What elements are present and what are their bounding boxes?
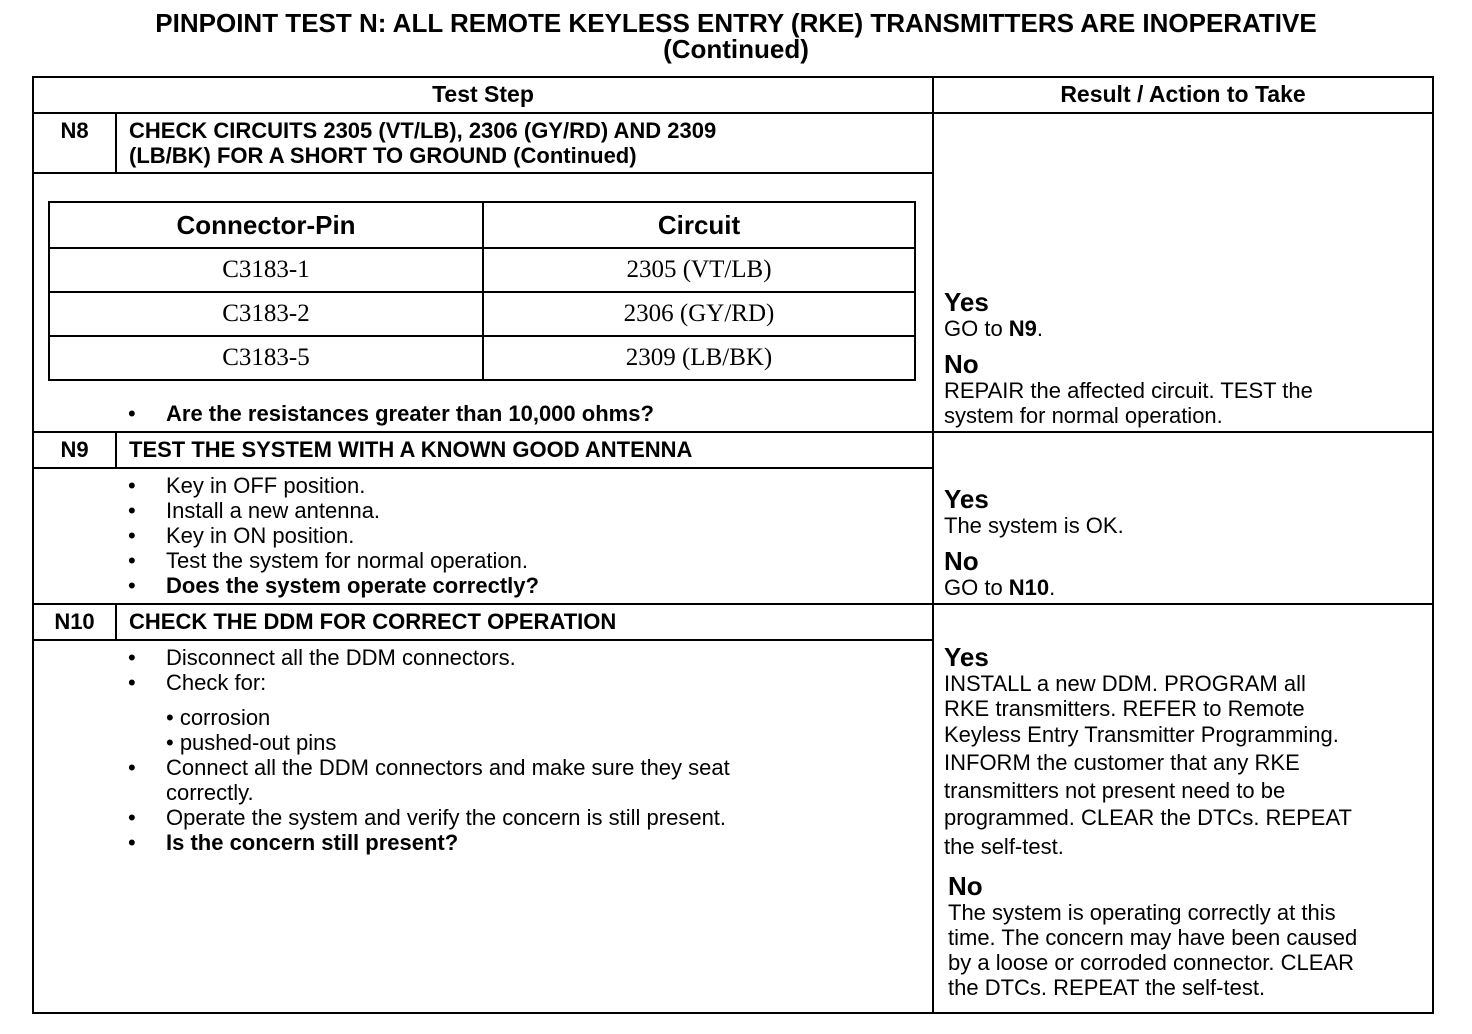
rule-n10-id-divider xyxy=(115,603,117,640)
n10-bullet3-line2: correctly. xyxy=(166,780,254,805)
step-title-n8-line2: (LB/BK) FOR A SHORT TO GROUND (Continued) xyxy=(129,143,637,168)
n10-bullet3-line1: Connect all the DDM connectors and make sure they seat xyxy=(166,755,730,780)
n10-yes-line: transmitters not present need to be xyxy=(944,778,1286,803)
n9-yes-label: Yes xyxy=(944,484,989,514)
rule-n9-bottom xyxy=(32,603,1434,605)
n10-yes-label: Yes xyxy=(944,642,989,672)
table-row xyxy=(49,292,915,336)
n9-question: Does the system operate correctly? xyxy=(166,573,539,598)
bullet-glyph: • xyxy=(128,498,136,523)
n10-no-line: time. The concern may have been caused xyxy=(948,925,1358,950)
cell-connector-pin: C3183-1 xyxy=(49,248,483,292)
n10-yes-line: programmed. CLEAR the DTCs. REPEAT xyxy=(944,805,1352,830)
step-title-n9: TEST THE SYSTEM WITH A KNOWN GOOD ANTENNA xyxy=(129,437,693,462)
table-row xyxy=(49,336,915,380)
n8-question: Are the resistances greater than 10,000 ohms? xyxy=(166,401,654,426)
bullet-glyph: • xyxy=(128,805,136,830)
n8-yes-text-post: . xyxy=(1036,316,1044,341)
rule-n10-title-bottom xyxy=(32,639,934,641)
n10-sub-item: • corrosion xyxy=(166,705,271,730)
rule-n9-id-divider xyxy=(115,431,117,468)
bullet-glyph: • xyxy=(128,401,136,426)
n10-no-result xyxy=(948,872,1357,1000)
n10-bullet-text xyxy=(166,755,730,805)
step-title-n8-line1: CHECK CIRCUITS 2305 (VT/LB), 2306 (GY/RD) AND 2309 xyxy=(129,118,717,143)
n8-no-line1: REPAIR the affected circuit. TEST the xyxy=(944,378,1313,403)
n8-yes-text xyxy=(944,316,1313,341)
n10-yes-line: INSTALL a new DDM. PROGRAM all xyxy=(944,671,1306,696)
n9-bullet-text: Key in OFF position. xyxy=(166,473,366,498)
step-id-n9: N9 xyxy=(60,437,89,462)
n9-bullet-text: Key in ON position. xyxy=(166,523,355,548)
table-row xyxy=(49,248,915,292)
step-id-n10: N10 xyxy=(54,609,95,634)
header-result: Result / Action to Take xyxy=(1060,81,1306,107)
n9-no-text-pre: GO to xyxy=(944,575,1009,600)
n10-bullet-text: Operate the system and verify the concern is still present. xyxy=(166,805,727,830)
n8-yes-text-pre: GO to xyxy=(944,316,1009,341)
n10-question: Is the concern still present? xyxy=(166,830,459,855)
step-title-n10: CHECK THE DDM FOR CORRECT OPERATION xyxy=(129,609,617,634)
rule-header-bottom xyxy=(32,112,1434,114)
bullet-glyph: • xyxy=(128,573,136,598)
n10-result xyxy=(944,643,1352,862)
table-header-row xyxy=(49,202,915,248)
n10-bullet-text: Check for: xyxy=(166,670,267,695)
title-line-1: PINPOINT TEST N: ALL REMOTE KEYLESS ENTRY (RKE) TRANSMITTERS ARE INOPERATIVE xyxy=(155,8,1317,38)
n9-no-label: No xyxy=(944,546,979,576)
cell-circuit: 2309 (LB/BK) xyxy=(483,336,915,380)
rule-n8-title-bottom xyxy=(32,172,934,174)
cell-circuit: 2305 (VT/LB) xyxy=(483,248,915,292)
page-title xyxy=(0,10,1472,62)
n8-yes-step-ref: N9 xyxy=(1008,316,1037,341)
n9-no-step-ref: N10 xyxy=(1008,575,1050,600)
header-test-step: Test Step xyxy=(432,81,534,107)
n10-sub-item: • pushed-out pins xyxy=(166,730,337,755)
bullet-glyph: • xyxy=(128,523,136,548)
col-circuit: Circuit xyxy=(483,202,915,248)
bullet-glyph: • xyxy=(128,830,136,855)
bullet-glyph: • xyxy=(128,670,136,695)
n10-no-line: The system is operating correctly at this xyxy=(948,900,1336,925)
n10-yes-line: RKE transmitters. REFER to Remote xyxy=(944,696,1305,721)
bullet-glyph: • xyxy=(128,755,136,780)
cell-circuit: 2306 (GY/RD) xyxy=(483,292,915,336)
rule-n8-id-divider xyxy=(115,112,117,173)
rule-n8-bottom xyxy=(32,431,1434,433)
n8-result xyxy=(944,288,1313,428)
n10-no-line: the DTCs. REPEAT the self-test. xyxy=(948,975,1266,1000)
rule-n9-title-bottom xyxy=(32,467,934,469)
n10-bullet-text: Disconnect all the DDM connectors. xyxy=(166,645,516,670)
n8-yes-label: Yes xyxy=(944,287,989,317)
n8-no-line2: system for normal operation. xyxy=(944,403,1223,428)
n9-bullet-text: Install a new antenna. xyxy=(166,498,381,523)
step-id-n8: N8 xyxy=(60,118,89,143)
n10-no-label: No xyxy=(948,871,983,901)
bullet-glyph: • xyxy=(128,645,136,670)
n8-no-label: No xyxy=(944,349,979,379)
n9-yes-text: The system is OK. xyxy=(944,513,1124,538)
n10-yes-line: the self-test. xyxy=(944,834,1064,859)
cell-connector-pin: C3183-5 xyxy=(49,336,483,380)
rule-column-divider xyxy=(932,76,934,1014)
n10-yes-line: INFORM the customer that any RKE xyxy=(944,750,1300,775)
n9-no-text xyxy=(944,575,1124,600)
n9-result xyxy=(944,485,1124,600)
n10-yes-line: Keyless Entry Transmitter Programming. xyxy=(944,722,1339,747)
bullet-glyph: • xyxy=(128,548,136,573)
connector-table xyxy=(48,201,916,381)
n9-no-text-post: . xyxy=(1049,575,1056,600)
n9-bullet-text: Test the system for normal operation. xyxy=(166,548,528,573)
cell-connector-pin: C3183-2 xyxy=(49,292,483,336)
bullet-glyph: • xyxy=(128,473,136,498)
col-connector-pin: Connector-Pin xyxy=(49,202,483,248)
n10-no-line: by a loose or corroded connector. CLEAR xyxy=(948,950,1355,975)
title-line-2: (Continued) xyxy=(663,34,809,64)
